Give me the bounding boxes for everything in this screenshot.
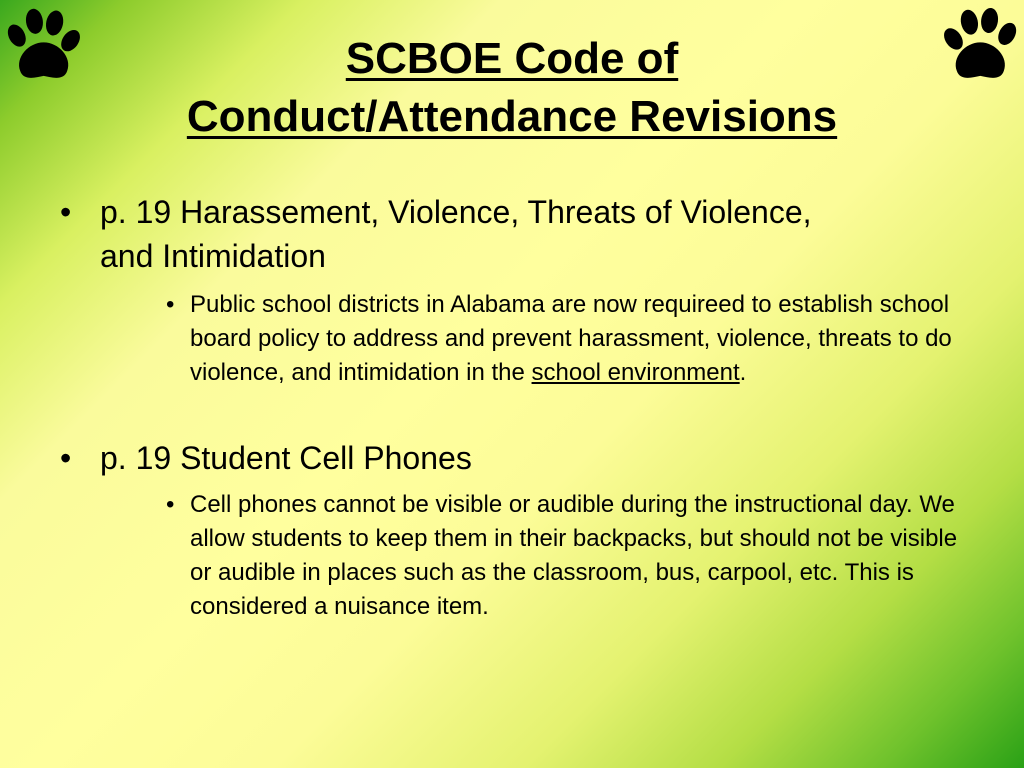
sub-bullet-marker: • [166,491,175,518]
title-line-1: SCBOE Code of [345,34,679,83]
bullet-text: p. 19 Harassement, Violence, Threats of Violence, and Intimidation [100,194,812,274]
bullet-cell-phones [60,436,820,480]
title-line-2: Conduct/Attendance Revisions [186,92,838,141]
sub-bullet-harassment-policy [166,288,966,390]
bullet-marker: • [60,440,72,476]
sub-bullet-marker: • [166,291,175,318]
sub-bullet-cell-phone-policy [166,488,966,624]
bullet-marker: • [60,194,72,230]
bullet-text: p. 19 Student Cell Phones [100,440,472,476]
sub-bullet-text [190,288,966,390]
bullet-harassment [60,190,820,278]
sub-bullet-text: Cell phones cannot be visible or audible during the instructional day. We allow students to keep them in their backpacks, but should not be visible or audible in places such as the classroom, bus, carpool, etc. This is considered a nuisance item. [190,491,958,620]
sub-bullet-text-after: . [739,359,747,386]
school-environment-link[interactable]: school environment [531,359,740,386]
slide-title [0,30,1024,146]
sub-bullet-text-before: Public school districts in Alabama are now requireed to establish school board policy to address and prevent harassment, violence, threats to do violence, and intimidation in the [190,291,952,386]
